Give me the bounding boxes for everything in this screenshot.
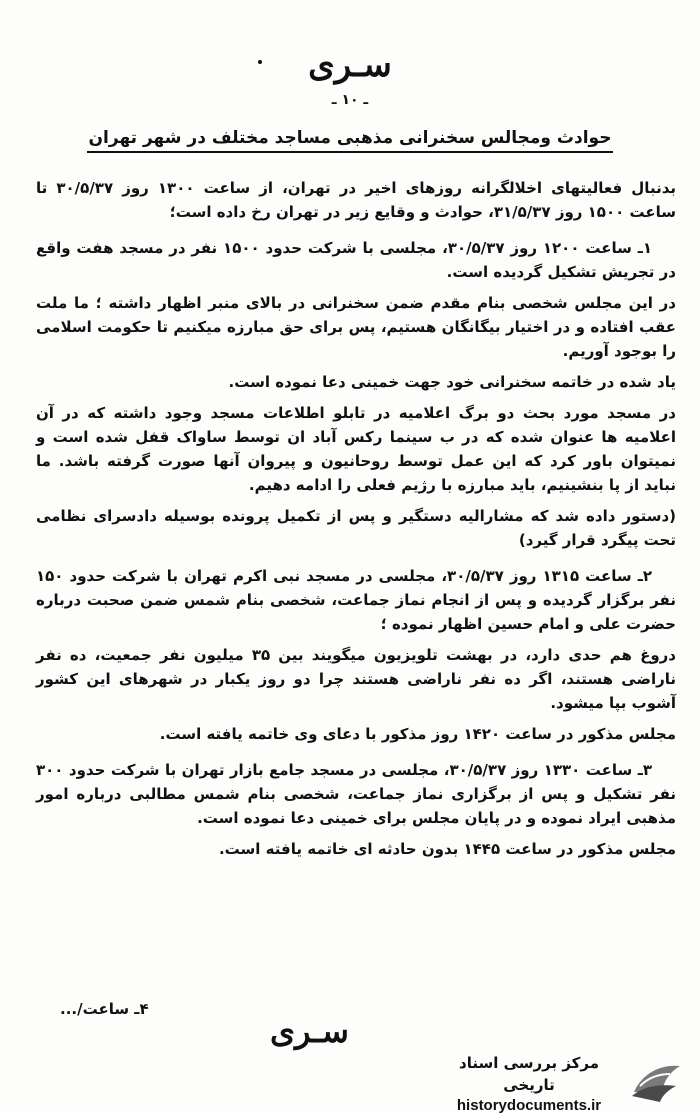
watermark-name: مرکز بررسی اسناد تاریخی xyxy=(459,1054,599,1094)
item-2-end-paragraph: مجلس مذکور در ساعت ۱۴۲۰ روز مذکور با دعای وی خاتمه یافته است. xyxy=(159,725,676,743)
document-title xyxy=(0,128,700,148)
item-2-paragraph: ۲ـ ساعت ۱۳۱۵ روز ۳۰/۵/۳۷، مجلسی در مسجد نبی اکرم تهران با شرکت حدود ۱۵۰ نفر برگزار گردیده و پس از انجام نماز جماعت، شخصی بنام شمس ضمن صحبت درباره حضرت علی و امام حسین اظهار نموده ؛ xyxy=(36,567,676,633)
item-3-end-paragraph: مجلس مذکور در ساعت ۱۴۴۵ بدون حادثه ای خاتمه یافته است. xyxy=(218,840,676,858)
archive-logo-icon xyxy=(626,1056,686,1106)
ink-dot xyxy=(258,60,262,64)
item-2-speech-paragraph: دروغ هم حدی دارد، در بهشت تلویزیون میگویند بین ۳۵ میلیون نفر جمعیت، ده نفر ناراضی هستند، اگر ده نفر ناراضی هستند چرا دو روز یکبار در شهرهای این کشور آشوب بپا میشود. xyxy=(36,646,676,712)
item-4-continuation: ۴ـ ساعت/... xyxy=(60,1000,149,1018)
classification-stamp-top: سـرى xyxy=(308,45,392,85)
document-title-text: حوادث ومجالس سخنرانى مذهبى مساجد مختلف در شهر تهران xyxy=(87,128,614,153)
intro-paragraph: بدنبال فعالیتهای اخلالگرانه روزهای اخیر در تهران، از ساعت ۱۳۰۰ روز ۳۰/۵/۳۷ تا ساعت ۱۵۰۰ روز ۳۱/۵/۳۷، حوادث و وقایع زیر در تهران رخ داده است؛ xyxy=(36,179,676,221)
watermark-url: historydocuments.ir xyxy=(456,1097,602,1114)
item-1-paragraph: ۱ـ ساعت ۱۲۰۰ روز ۳۰/۵/۳۷، مجلسی با شرکت حدود ۱۵۰۰ نفر در مسجد هفت واقع در تجریش تشکیل گردیده است. xyxy=(36,239,676,281)
classification-stamp-bottom: سـرى xyxy=(270,1012,349,1050)
archive-watermark xyxy=(436,1052,622,1116)
document-body xyxy=(36,176,676,868)
page-number-mark: ـ ١٠ ـ xyxy=(331,92,369,108)
item-1-speech-paragraph: در این مجلس شخصی بنام مقدم ضمن سخنرانی در بالای منبر اظهار داشته ؛ ما ملت عقب افتاده و در اختیار بیگانگان هستیم، پس برای حق مبارزه میکنیم تا حکومت اسلامی را بوجود آوریم. xyxy=(36,294,676,360)
item-1-order-paragraph: (دستور داده شد که مشارالیه دستگیر و پس از تکمیل پرونده بوسیله دادسرای نظامی تحت پیگرد قرار گیرد) xyxy=(36,507,676,549)
item-3-paragraph: ۳ـ ساعت ۱۳۳۰ روز ۳۰/۵/۳۷، مجلسی در مسجد جامع بازار تهران با شرکت حدود ۳۰۰ نفر تشکیل و پس از برگزاری نماز جماعت، شخصی بنام شمس مطالبی درباره امور مذهبی ایراد نموده و در پایان مجلس برای خمینی دعا نموده است. xyxy=(36,761,676,827)
item-1-prayer-paragraph: یاد شده در خاتمه سخنرانی خود جهت خمینی دعا نموده است. xyxy=(228,373,676,391)
item-1-notice-paragraph: در مسجد مورد بحث دو برگ اعلامیه در تابلو اطلاعات مسجد وجود داشته که در آن اعلامیه ها عنوان شده که در ب سینما رکس آباد ان توسط ساواک قفل شده است و نمیتوان باور کرد که این عمل توسط روحانیون و پیروان آنها صورت گرفته باشد. ما نباید از پا بنشینیم، باید مبارزه با رژیم فعلی را ادامه دهیم. xyxy=(36,404,676,494)
